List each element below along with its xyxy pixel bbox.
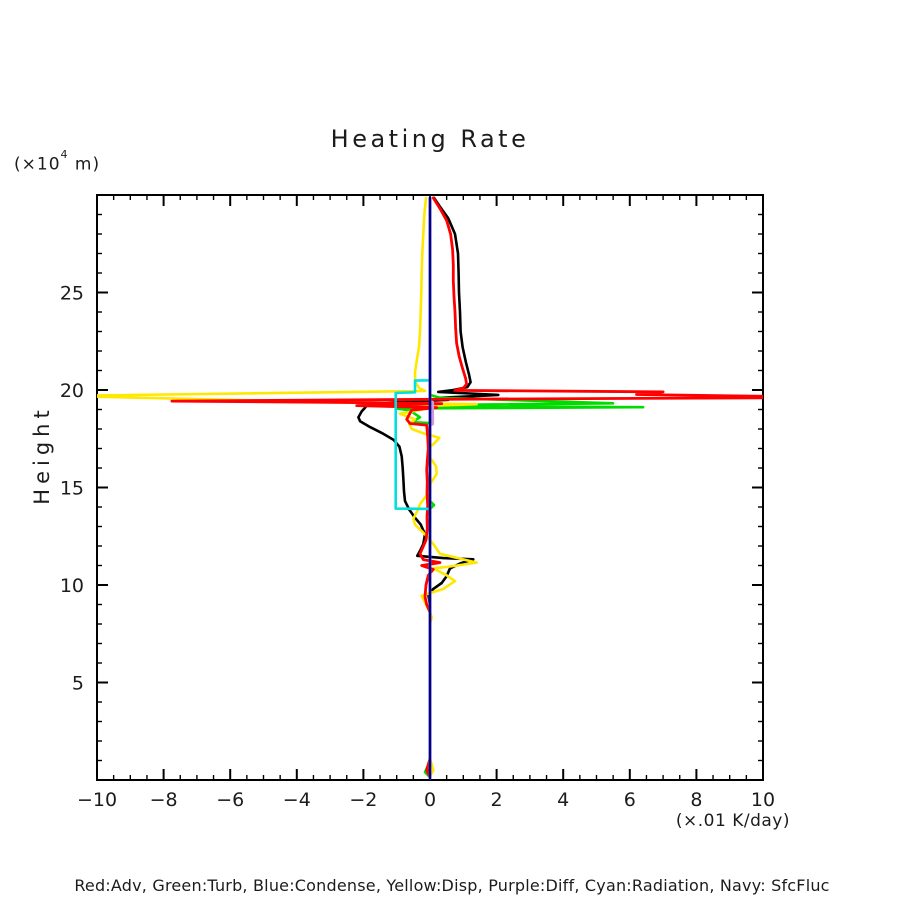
y-unit-prefix: (×10 bbox=[14, 154, 61, 175]
series-adv-red bbox=[172, 198, 770, 777]
x-tick-label: −10 bbox=[76, 789, 118, 811]
x-tick-label: −6 bbox=[216, 789, 245, 811]
x-tick-label: 6 bbox=[623, 789, 636, 811]
series-turb-green bbox=[367, 198, 643, 777]
x-axis-unit-label: (×.01 K/day) bbox=[675, 811, 790, 831]
y-unit-exponent: 4 bbox=[60, 148, 69, 162]
x-tick-label: −4 bbox=[282, 789, 311, 811]
y-tick-labels bbox=[60, 283, 84, 695]
series-disp-yellow bbox=[90, 198, 476, 776]
y-unit-suffix: m) bbox=[68, 154, 101, 175]
y-tick-label: 20 bbox=[59, 380, 84, 402]
x-tick-label: 4 bbox=[557, 789, 570, 811]
series-radiation-cyan bbox=[396, 198, 430, 778]
series-curves bbox=[90, 198, 769, 778]
x-tick-label: −2 bbox=[349, 789, 378, 811]
y-tick-label: 5 bbox=[71, 672, 84, 695]
x-tick-label: 0 bbox=[423, 789, 437, 811]
y-tick-label: 10 bbox=[59, 575, 84, 597]
x-tick-label: −8 bbox=[149, 789, 178, 811]
x-tick-label: 8 bbox=[690, 789, 703, 811]
x-tick-label: 2 bbox=[490, 789, 503, 811]
chart-title: Heating Rate bbox=[330, 125, 530, 153]
legend-text: Red:Adv, Green:Turb, Blue:Condense, Yellow:Disp, Purple:Diff, Cyan:Radiation, Navy: SfcFluc bbox=[74, 876, 830, 895]
y-tick-label: 25 bbox=[59, 282, 84, 305]
x-tick-label: 10 bbox=[750, 789, 776, 811]
y-axis-title: Height bbox=[30, 405, 54, 505]
y-tick-label: 15 bbox=[59, 477, 84, 500]
x-tick-labels bbox=[77, 789, 775, 811]
